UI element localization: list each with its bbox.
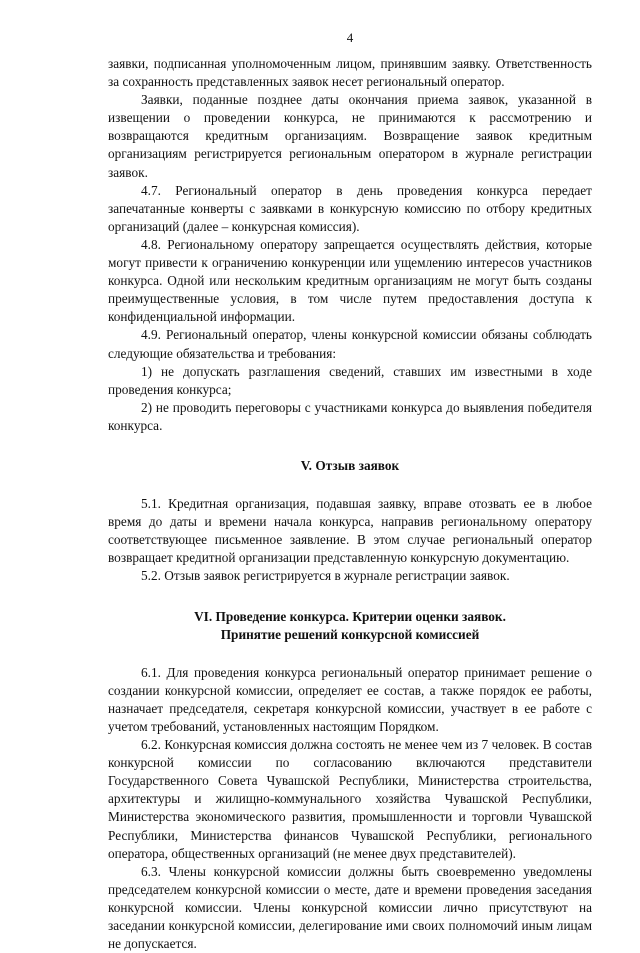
paragraph-responsibility: заявки, подписанная уполномоченным лицом, принявшим заявку. Ответственность за сохранность представленных заявок несет региональный оператор. [108,56,592,90]
section-5-heading: V. Отзыв заявок [300,457,400,473]
paragraph-late-applications: Заявки, поданные позднее даты окончания приема заявок, указанной в извещении о проведении конкурса, не принимаются к рассмотрению и возвращаются кредитным организациям. Возвращение заявок кредитным организациям регистрируется региональным оператором в журнале регистрации заявок. [108,92,592,180]
paragraph-4-8: 4.8. Региональному оператору запрещается осуществлять действия, которые могут привести к ограничению конкуренции или ущемлению интересов участников конкурса. Одной или нескольким кредитным организациям не могут быть созданы преимущественные условия, в том числе путем предоставления доступа к конфиденциальной информации. [108,236,592,325]
list-item-1: 1) не допускать разглашения сведений, ставших им известными в ходе проведения конкурса; [108,363,592,397]
section-6-heading-line-2: Принятие решений конкурсной комиссией [220,626,480,642]
page-number: 4 [346,30,354,45]
paragraph-6-3: 6.3. Члены конкурсной комиссии должны быть своевременно уведомлены председателем конкурсной комиссии о месте, дате и времени проведения заседания конкурсной комиссии. Члены конкурсной комиссии лично присутствуют на заседании конкурсной комиссии, делегирование ими своих полномочий иным лицам не допускается. [108,863,592,952]
list-item-2: 2) не проводить переговоры с участниками конкурса до выявления победителя конкурса. [108,399,592,433]
paragraph-5-1: 5.1. Кредитная организация, подавшая заявку, вправе отозвать ее в любое время до даты и времени начала конкурса, направив региональному оператору соответствующее письменное заявление. В этом случае региональный оператор возвращает кредитной организации представленную конкурсную документацию. [108,496,592,566]
paragraph-6-2: 6.2. Конкурсная комиссия должна состоять не менее чем из 7 человек. В состав конкурсной комиссии по согласованию включаются представители Государственного Совета Чувашской Республики, Министерства строительства, архитектуры и жилищно-коммунального хозяйства Чувашской Республики, Министерства экономического развития, промышленности и торговли Чувашской Республики, Министерства финансов Чувашской Республики, регионального оператора, общественных организаций (не менее двух представителей). [108,737,592,861]
section-6-heading-line-1: VI. Проведение конкурса. Критерии оценки заявок. [194,608,506,624]
paragraph-4-9: 4.9. Региональный оператор, члены конкурсной комиссии обязаны соблюдать следующие обязательства и требования: [108,327,592,361]
paragraph-6-1: 6.1. Для проведения конкурса региональный оператор принимает решение о создании конкурсной комиссии, определяет ее состав, а также порядок ее работы, назначает председателя, секретаря конкурсной комиссии, участвует в ее работе с учетом требований, установленных настоящим Порядком. [108,664,592,734]
paragraph-5-2: 5.2. Отзыв заявок регистрируется в журнале регистрации заявок. [141,568,510,584]
paragraph-4-7: 4.7. Региональный оператор в день проведения конкурса передает запечатанные конверты с заявками в конкурсную комиссию по отбору кредитных организаций (далее – конкурсная комиссия). [108,182,592,234]
